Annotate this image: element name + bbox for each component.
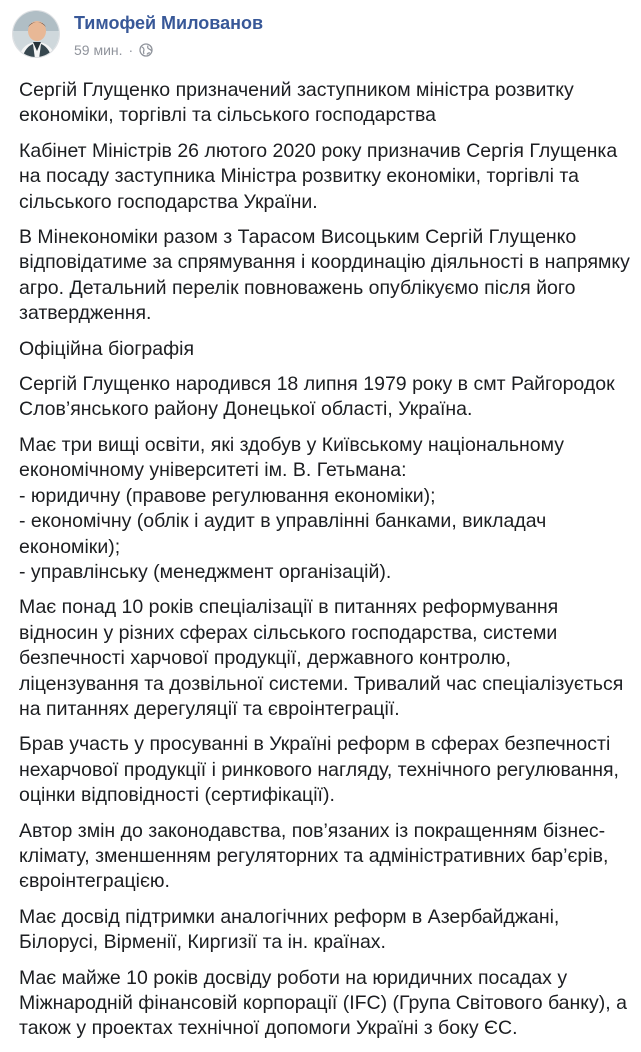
author-avatar[interactable]	[12, 10, 60, 58]
post-paragraph: Кабінет Міністрів 26 лютого 2020 року призначив Сергія Глущенка на посаду заступника Міністра розвитку економіки, торгівлі та сільського господарства України.	[19, 139, 618, 213]
post-paragraph: Автор змін до законодавства, пов’язаних із покращенням бізнес-клімату, зменшенням регуляторних та адміністративних бар’єрів, євроінтеграцією.	[19, 819, 609, 893]
post-paragraph: Сергій Глущенко призначений заступником міністра розвитку економіки, торгівлі та сільського господарства	[19, 79, 574, 127]
post-header	[12, 10, 263, 62]
post-body	[19, 78, 631, 1052]
globe-icon[interactable]	[139, 43, 153, 57]
author-name-link[interactable]: Тимофей Милованов	[74, 13, 264, 33]
post-meta	[74, 12, 263, 58]
post-paragraph: Брав участь у просуванні в Україні реформ в сферах безпечності нехарчової продукції і ринкового нагляду, технічного регулювання, оцінки відповідності (сертифікації).	[19, 733, 619, 807]
profile-photo-icon	[13, 11, 60, 58]
post-paragraph: Має досвід підтримки аналогічних реформ в Азербайджані, Білорусі, Вірменії, Киргизії та ін. країнах.	[19, 905, 560, 954]
post-paragraph: Має майже 10 років досвіду роботи на юридичних посадах у Міжнародній фінансовій корпорації (IFC) (Група Світового банку), а також у проектах технічної допомоги Україні з боку ЄС.	[19, 966, 627, 1040]
post-paragraph: Має три вищі освіти, які здобув у Київському національному економічному університеті ім. В. Гетьмана: - юридичну (правове регулювання економіки); - економічну (облік і аудит в управлінні банками, викладач економіки); - управлінську (менеджмент організацій).	[19, 433, 564, 583]
post-paragraph: Сергій Глущенко народився 18 липня 1979 року в смт Райгородок Слов’янського району Донецької області, Україна.	[19, 373, 615, 421]
separator-dot: ·	[128, 42, 134, 58]
post-paragraph: Має понад 10 років спеціалізації в питаннях реформування відносин у різних сферах сільського господарства, системи безпечності харчової продукції, державного контролю, ліцензування та дозвільної системи. Тривалий час спеціалізується на питаннях дерегуляції та євроінтеграції.	[19, 596, 624, 720]
post-paragraph: В Мінекономіки разом з Тарасом Висоцьким Сергій Глущенко відповідатиме за спрямування і координацію діяльності в напрямку агро. Детальний перелік повноважень опублікуємо після його затвердження.	[19, 226, 630, 325]
post-timestamp[interactable]: 59 мин.	[74, 42, 123, 58]
post-paragraph: Офіційна біографія	[19, 337, 195, 360]
post-subline	[74, 42, 263, 58]
